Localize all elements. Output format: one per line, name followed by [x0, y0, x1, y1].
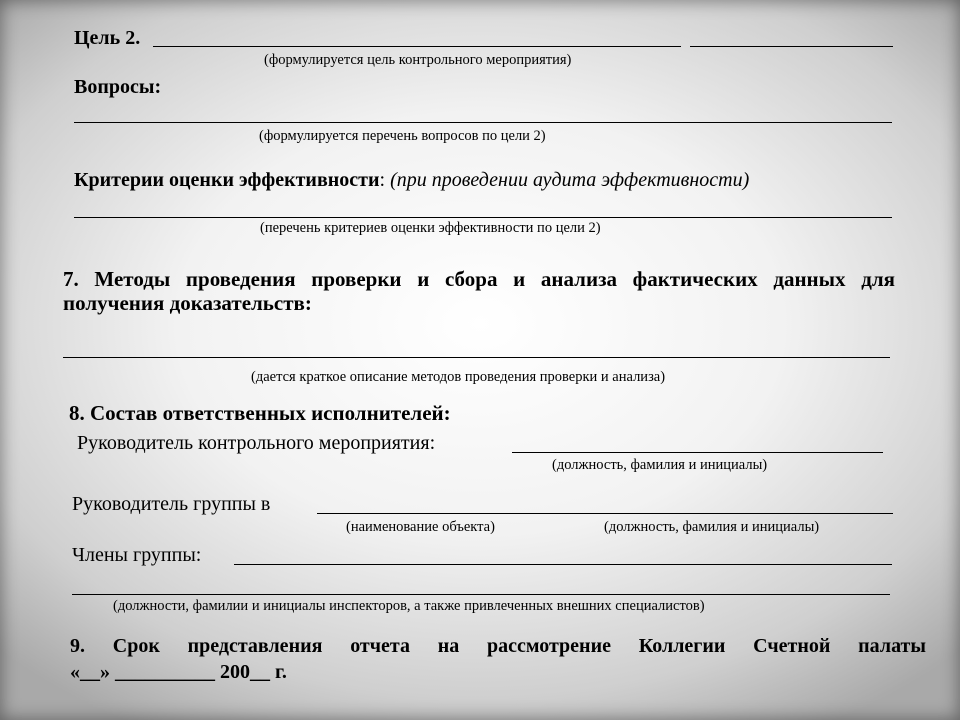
criteria-heading: [74, 170, 749, 190]
section9-line1: 9. Срок представления отчета на рассмотрение Коллегии Счетной палаты: [70, 635, 926, 657]
criteria-caption: (перечень критериев оценки эффективности по цели 2): [260, 220, 601, 236]
leader-label: Руководитель контрольного мероприятия:: [77, 432, 436, 454]
group-caption-object: (наименование объекта): [346, 519, 495, 535]
members-line-2: [72, 594, 890, 595]
members-caption: (должности, фамилии и инициалы инспекторов, а также привлеченных внешних специалистов): [113, 598, 705, 614]
questions-label: Вопросы:: [74, 76, 162, 98]
section9-line2: «__» __________ 200__ г.: [70, 661, 287, 683]
section7-line2: получения доказательств:: [63, 291, 312, 315]
leader-line: [512, 452, 883, 453]
section7-line1: 7. Методы проведения проверки и сбора и анализа фактических данных для: [63, 267, 895, 291]
group-leader-label: Руководитель группы в: [72, 493, 271, 515]
questions-line: [74, 122, 892, 123]
leader-caption: (должность, фамилия и инициалы): [552, 457, 768, 473]
criteria-note: (при проведении аудита эффективности): [390, 169, 750, 191]
goal-label: Цель 2.: [74, 27, 141, 49]
goal-line: [153, 46, 681, 47]
group-caption-person: (должность, фамилия и инициалы): [604, 519, 820, 535]
members-label: Члены группы:: [72, 544, 202, 566]
members-line: [234, 564, 892, 565]
criteria-line: [74, 217, 892, 218]
section7-line: [63, 357, 890, 358]
goal-caption: (формулируется цель контрольного мероприятия): [264, 52, 572, 68]
questions-caption: (формулируется перечень вопросов по цели 2): [259, 128, 546, 144]
section8-title: 8. Состав ответственных исполнителей:: [69, 401, 451, 425]
criteria-colon: :: [379, 169, 386, 191]
criteria-label: Критерии оценки эффективности: [74, 169, 380, 191]
section7-caption: (дается краткое описание методов проведения проверки и анализа): [251, 369, 666, 385]
goal-line-2: [690, 46, 893, 47]
group-leader-line: [317, 513, 893, 514]
